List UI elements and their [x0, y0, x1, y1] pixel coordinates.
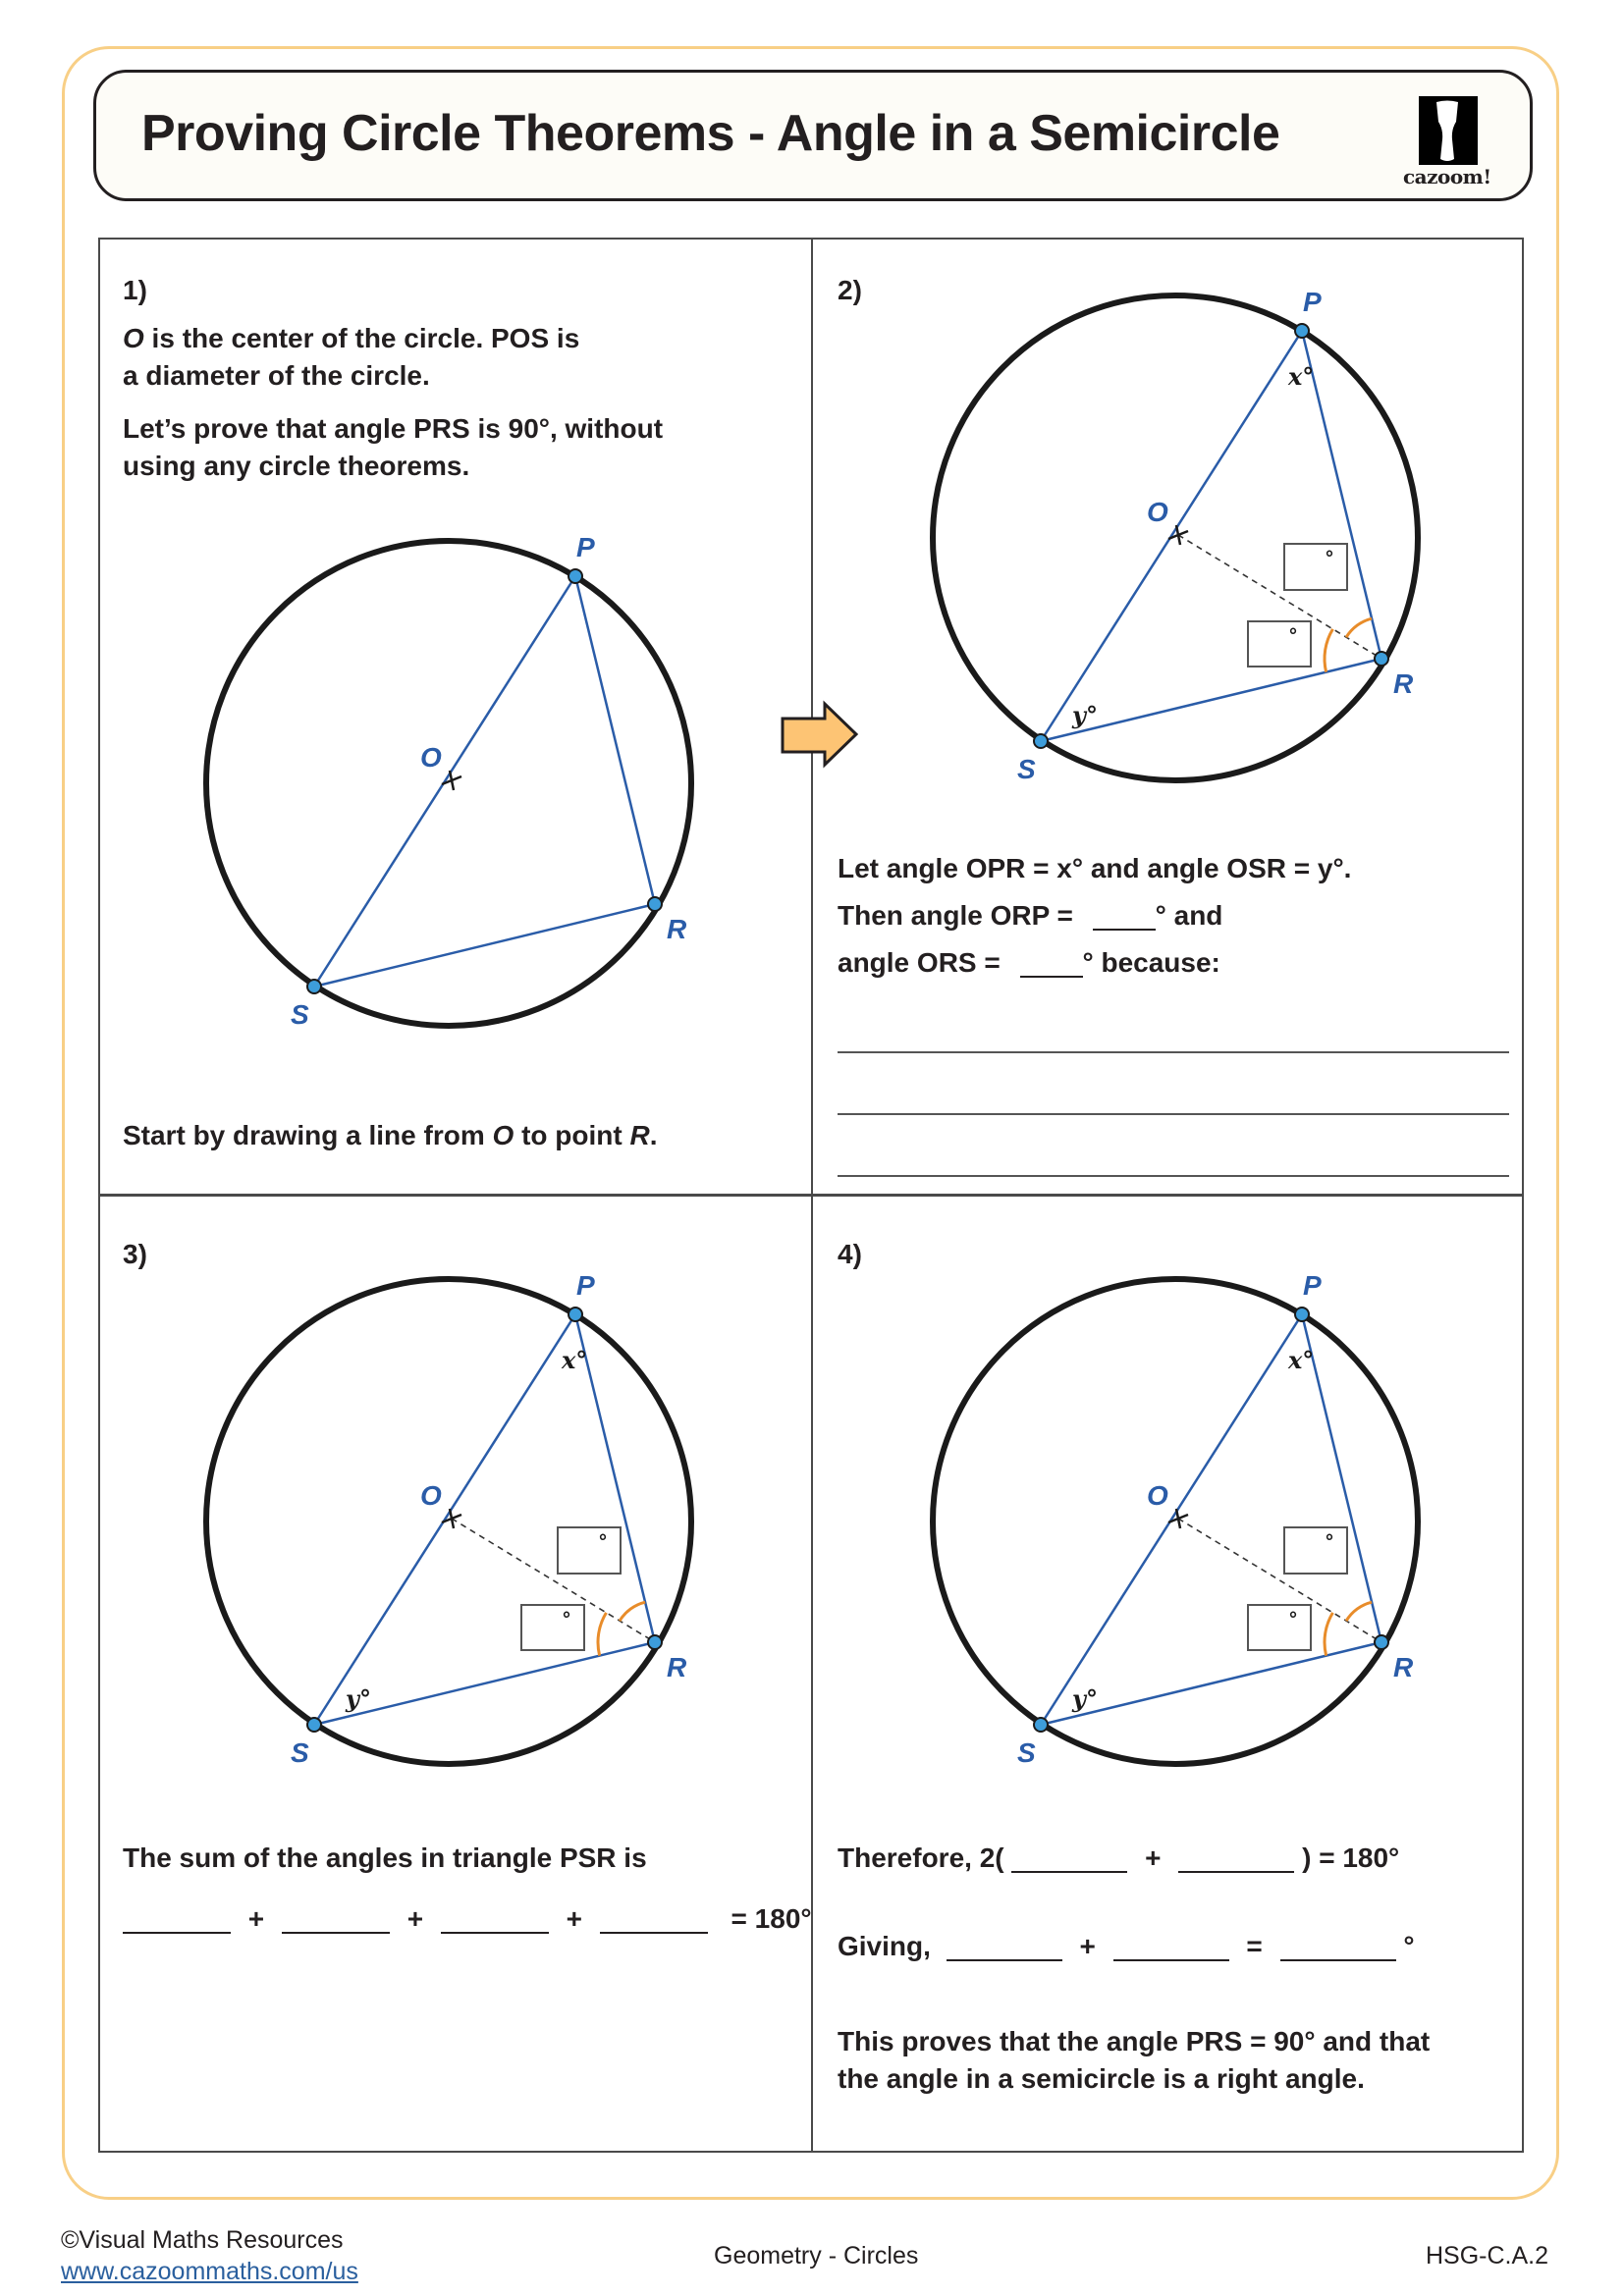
diameter-ps	[314, 1314, 575, 1725]
q1-hint-mid: to point	[514, 1120, 630, 1150]
label-s: S	[291, 1737, 309, 1768]
footer-standard: HSG-C.A.2	[1426, 2242, 1549, 2269]
point-r	[648, 897, 662, 911]
angle-label-x: x°	[562, 1346, 588, 1374]
chord-sr	[314, 904, 655, 987]
plus-sign: +	[406, 1903, 424, 1934]
q1-prove-line1: Let’s prove that angle PRS is 90°, without	[123, 413, 664, 444]
degree-symbol: °	[1326, 1531, 1333, 1553]
angle-arc-ors	[1325, 629, 1332, 672]
point-s	[307, 1718, 321, 1732]
label-p: P	[576, 532, 595, 562]
question-number-2: 2)	[838, 275, 862, 305]
angle-label-y: y°	[346, 1684, 371, 1713]
diameter-ps	[1041, 1314, 1302, 1725]
next-step-arrow	[783, 704, 856, 765]
plus-sign: +	[247, 1903, 265, 1934]
q1-hint-o: O	[492, 1120, 514, 1150]
q3-line1: The sum of the angles in triangle PSR is	[123, 1842, 647, 1873]
ors-angle-box	[521, 1605, 584, 1650]
giving-prefix: Giving,	[838, 1931, 931, 1961]
angle-label-y: y°	[1072, 1684, 1098, 1713]
label-o: O	[1147, 1480, 1168, 1511]
angle-arc-orp	[1346, 618, 1372, 637]
angle-arc-orp	[620, 1602, 645, 1621]
q2-line2-suffix: ° and	[1155, 900, 1223, 931]
page-title: Proving Circle Theorems - Angle in a Semicircle	[141, 105, 1280, 162]
q1-o-italic: O	[123, 323, 144, 353]
q2-line3-suffix: ° because:	[1082, 947, 1220, 978]
label-p: P	[1303, 1270, 1322, 1301]
footer-topic: Geometry - Circles	[714, 2242, 919, 2269]
plus-sign: +	[1079, 1931, 1096, 1961]
label-s: S	[1017, 1737, 1036, 1768]
q1-hint-r: R	[629, 1120, 650, 1150]
orp-angle-box	[1284, 544, 1347, 590]
q4-conclusion-line1: This proves that the angle PRS = 90° and that	[838, 2026, 1431, 2056]
q1-prove-line2: using any circle theorems.	[123, 451, 470, 481]
label-p: P	[1303, 287, 1322, 317]
point-p	[568, 1308, 582, 1321]
angle-label-y: y°	[1072, 701, 1098, 729]
point-r	[648, 1635, 662, 1649]
equals-sign: =	[1246, 1931, 1263, 1961]
orp-angle-box	[1284, 1527, 1347, 1574]
q2-line1: Let angle OPR = x° and angle OSR = y°.	[838, 853, 1352, 883]
q1-hint-end: .	[649, 1120, 658, 1150]
angle-label-x: x°	[1288, 1346, 1315, 1374]
ors-angle-box	[1248, 1605, 1311, 1650]
label-s: S	[1017, 754, 1036, 784]
label-r: R	[1393, 668, 1414, 699]
point-p	[1295, 324, 1309, 338]
q2-line3-prefix: angle ORS =	[838, 947, 1008, 978]
plus-sign: +	[1145, 1842, 1162, 1873]
orp-angle-box	[558, 1527, 621, 1574]
label-o: O	[1147, 497, 1168, 527]
point-r	[1375, 1635, 1388, 1649]
degree-symbol: °	[1289, 1609, 1297, 1630]
point-r	[1375, 652, 1388, 666]
label-r: R	[667, 1652, 687, 1682]
angle-arc-ors	[598, 1613, 606, 1656]
point-p	[1295, 1308, 1309, 1321]
degree-sign: °	[1403, 1931, 1415, 1961]
question-number-4: 4)	[838, 1239, 862, 1269]
footer-link[interactable]	[61, 2258, 358, 2286]
angle-arc-orp	[1346, 1602, 1372, 1621]
label-o: O	[420, 742, 442, 773]
therefore-prefix: Therefore, 2(	[838, 1842, 1004, 1873]
footer-copyright: ©Visual Maths Resources	[61, 2226, 344, 2254]
angle-arc-ors	[1325, 1613, 1332, 1656]
logo-wordmark: cazoom!	[1403, 165, 1491, 188]
degree-symbol: °	[1326, 548, 1333, 569]
ors-angle-box	[1248, 621, 1311, 667]
circle-diagram-1	[206, 532, 691, 1030]
degree-symbol: °	[563, 1609, 570, 1630]
q1-hint-prefix: Start by drawing a line from	[123, 1120, 493, 1150]
diameter-ps	[1041, 331, 1302, 741]
q4-conclusion-line2: the angle in a semicircle is a right angle.	[838, 2063, 1365, 2094]
circle-diagram-2	[933, 287, 1418, 784]
label-o: O	[420, 1480, 442, 1511]
point-s	[307, 980, 321, 993]
q1-intro-line2: a diameter of the circle.	[123, 360, 430, 391]
label-p: P	[576, 1270, 595, 1301]
label-r: R	[1393, 1652, 1414, 1682]
label-s: S	[291, 999, 309, 1030]
q1-intro-text: is the center of the circle. POS is	[143, 323, 580, 353]
chord-pr	[575, 576, 655, 904]
plus-sign: +	[566, 1903, 582, 1934]
degree-symbol: °	[599, 1531, 607, 1553]
website-link[interactable]: www.cazoommaths.com/us	[61, 2258, 358, 2285]
diameter-ps	[314, 576, 575, 987]
degree-symbol: °	[1289, 625, 1297, 647]
question-number-1: 1)	[123, 275, 147, 305]
therefore-suffix: ) = 180°	[1302, 1842, 1400, 1873]
question-number-3: 3)	[123, 1239, 147, 1269]
point-p	[568, 569, 582, 583]
angle-label-x: x°	[1288, 362, 1315, 391]
point-s	[1034, 1718, 1048, 1732]
label-r: R	[667, 914, 687, 944]
circle-diagram-4	[933, 1270, 1418, 1768]
point-s	[1034, 734, 1048, 748]
equals-180: = 180°	[731, 1903, 812, 1934]
circle-diagram-3	[206, 1270, 691, 1768]
q2-line2-prefix: Then angle ORP =	[838, 900, 1081, 931]
